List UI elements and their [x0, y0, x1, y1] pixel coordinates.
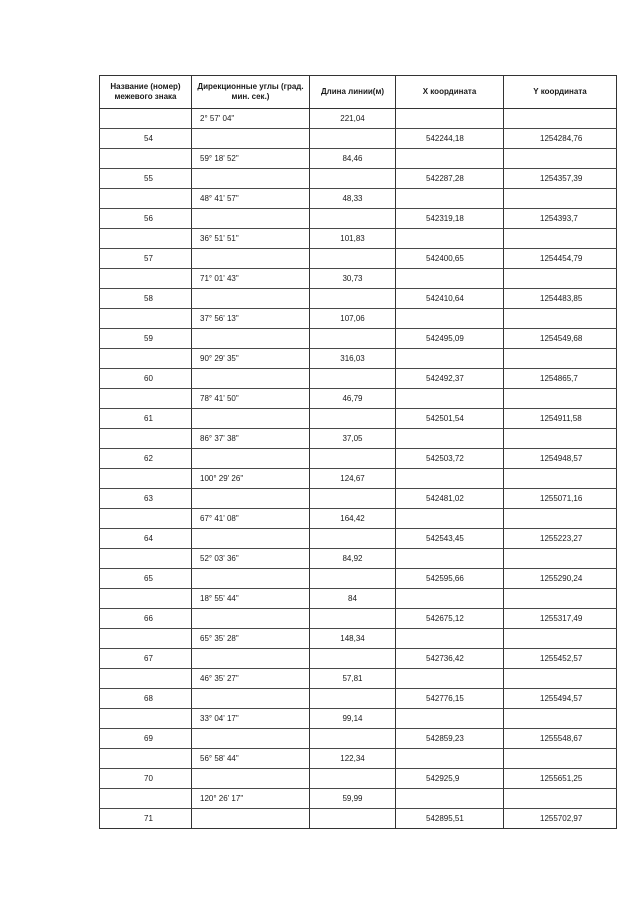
mark-name-cell — [100, 309, 192, 329]
line-length-cell: 124,67 — [310, 469, 396, 489]
mark-name-cell: 57 — [100, 249, 192, 269]
header-bearing: Дирекционные углы (град. мин. сек.) — [192, 76, 310, 109]
bearing-cell: 100° 29' 26" — [192, 469, 310, 489]
line-length-cell: 48,33 — [310, 189, 396, 209]
table-row-boundary-mark — [100, 369, 617, 389]
bearing-cell — [192, 689, 310, 709]
line-length-cell: 57,81 — [310, 669, 396, 689]
mark-name-cell: 55 — [100, 169, 192, 189]
table-row-line-segment — [100, 629, 617, 649]
y-coordinate-cell — [504, 189, 617, 209]
y-coordinate-cell — [504, 349, 617, 369]
y-coordinate-cell: 1255071,16 — [504, 489, 617, 509]
bearing-cell: 65° 35' 28" — [192, 629, 310, 649]
table-row-boundary-mark — [100, 729, 617, 749]
bearing-cell — [192, 329, 310, 349]
bearing-cell — [192, 209, 310, 229]
table-row-line-segment — [100, 509, 617, 529]
mark-name-cell — [100, 189, 192, 209]
x-coordinate-cell — [396, 589, 504, 609]
bearing-cell — [192, 569, 310, 589]
bearing-cell: 86° 37' 38" — [192, 429, 310, 449]
table-row-boundary-mark — [100, 209, 617, 229]
table-row-line-segment — [100, 229, 617, 249]
y-coordinate-cell — [504, 229, 617, 249]
bearing-cell — [192, 489, 310, 509]
table-row-line-segment — [100, 389, 617, 409]
x-coordinate-cell — [396, 509, 504, 529]
mark-name-cell — [100, 549, 192, 569]
mark-name-cell: 68 — [100, 689, 192, 709]
y-coordinate-cell — [504, 389, 617, 409]
x-coordinate-cell — [396, 669, 504, 689]
mark-name-cell — [100, 389, 192, 409]
mark-name-cell: 61 — [100, 409, 192, 429]
mark-name-cell: 66 — [100, 609, 192, 629]
y-coordinate-cell — [504, 789, 617, 809]
mark-name-cell — [100, 429, 192, 449]
line-length-cell — [310, 729, 396, 749]
mark-name-cell: 67 — [100, 649, 192, 669]
x-coordinate-cell — [396, 709, 504, 729]
x-coordinate-cell: 542492,37 — [396, 369, 504, 389]
x-coordinate-cell — [396, 789, 504, 809]
bearing-cell — [192, 729, 310, 749]
mark-name-cell: 65 — [100, 569, 192, 589]
header-mark-name: Название (номер) межевого знака — [100, 76, 192, 109]
y-coordinate-cell: 1254454,79 — [504, 249, 617, 269]
table-row-boundary-mark — [100, 129, 617, 149]
y-coordinate-cell: 1254948,57 — [504, 449, 617, 469]
bearing-cell: 78° 41' 50" — [192, 389, 310, 409]
bearing-cell — [192, 409, 310, 429]
mark-name-cell: 64 — [100, 529, 192, 549]
bearing-cell: 2° 57' 04" — [192, 109, 310, 129]
table-body — [100, 109, 617, 829]
line-length-cell — [310, 649, 396, 669]
table-row-boundary-mark — [100, 169, 617, 189]
table-row-boundary-mark — [100, 409, 617, 429]
mark-name-cell — [100, 789, 192, 809]
x-coordinate-cell — [396, 749, 504, 769]
x-coordinate-cell — [396, 309, 504, 329]
y-coordinate-cell — [504, 629, 617, 649]
line-length-cell: 84,46 — [310, 149, 396, 169]
bearing-cell: 52° 03' 36" — [192, 549, 310, 569]
bearing-cell — [192, 169, 310, 189]
boundary-coordinates-table — [99, 75, 617, 829]
table-row-line-segment — [100, 669, 617, 689]
y-coordinate-cell — [504, 429, 617, 449]
line-length-cell: 148,34 — [310, 629, 396, 649]
table-row-line-segment — [100, 429, 617, 449]
bearing-cell — [192, 609, 310, 629]
x-coordinate-cell: 542501,54 — [396, 409, 504, 429]
table-row-line-segment — [100, 709, 617, 729]
x-coordinate-cell — [396, 229, 504, 249]
y-coordinate-cell — [504, 309, 617, 329]
line-length-cell — [310, 209, 396, 229]
bearing-cell — [192, 249, 310, 269]
x-coordinate-cell — [396, 189, 504, 209]
bearing-cell: 33° 04' 17" — [192, 709, 310, 729]
y-coordinate-cell: 1254865,7 — [504, 369, 617, 389]
table-row-line-segment — [100, 149, 617, 169]
bearing-cell: 36° 51' 51" — [192, 229, 310, 249]
line-length-cell — [310, 369, 396, 389]
y-coordinate-cell — [504, 589, 617, 609]
bearing-cell — [192, 529, 310, 549]
y-coordinate-cell: 1254549,68 — [504, 329, 617, 349]
bearing-cell — [192, 769, 310, 789]
y-coordinate-cell — [504, 549, 617, 569]
bearing-cell — [192, 129, 310, 149]
line-length-cell — [310, 169, 396, 189]
x-coordinate-cell: 542481,02 — [396, 489, 504, 509]
table-row-line-segment — [100, 749, 617, 769]
line-length-cell — [310, 449, 396, 469]
bearing-cell — [192, 289, 310, 309]
bearing-cell: 59° 18' 52" — [192, 149, 310, 169]
bearing-cell: 67° 41' 08" — [192, 509, 310, 529]
y-coordinate-cell: 1255223,27 — [504, 529, 617, 549]
line-length-cell — [310, 609, 396, 629]
line-length-cell: 164,42 — [310, 509, 396, 529]
x-coordinate-cell: 542859,23 — [396, 729, 504, 749]
table-row-boundary-mark — [100, 489, 617, 509]
x-coordinate-cell: 542925,9 — [396, 769, 504, 789]
mark-name-cell: 71 — [100, 809, 192, 829]
mark-name-cell — [100, 669, 192, 689]
y-coordinate-cell: 1254393,7 — [504, 209, 617, 229]
y-coordinate-cell: 1254483,85 — [504, 289, 617, 309]
header-line-length: Длина линии(м) — [310, 76, 396, 109]
x-coordinate-cell: 542895,51 — [396, 809, 504, 829]
mark-name-cell — [100, 709, 192, 729]
bearing-cell — [192, 369, 310, 389]
mark-name-cell: 56 — [100, 209, 192, 229]
x-coordinate-cell — [396, 629, 504, 649]
line-length-cell: 107,06 — [310, 309, 396, 329]
y-coordinate-cell — [504, 669, 617, 689]
table-row-boundary-mark — [100, 449, 617, 469]
bearing-cell: 18° 55' 44" — [192, 589, 310, 609]
mark-name-cell — [100, 149, 192, 169]
line-length-cell: 46,79 — [310, 389, 396, 409]
mark-name-cell: 54 — [100, 129, 192, 149]
mark-name-cell: 60 — [100, 369, 192, 389]
table-row-boundary-mark — [100, 689, 617, 709]
bearing-cell: 48° 41' 57" — [192, 189, 310, 209]
y-coordinate-cell: 1255317,49 — [504, 609, 617, 629]
x-coordinate-cell: 542503,72 — [396, 449, 504, 469]
y-coordinate-cell: 1255290,24 — [504, 569, 617, 589]
table-row-line-segment — [100, 549, 617, 569]
x-coordinate-cell — [396, 349, 504, 369]
mark-name-cell: 59 — [100, 329, 192, 349]
bearing-cell: 46° 35' 27" — [192, 669, 310, 689]
y-coordinate-cell — [504, 149, 617, 169]
bearing-cell: 90° 29' 35" — [192, 349, 310, 369]
y-coordinate-cell — [504, 109, 617, 129]
x-coordinate-cell — [396, 469, 504, 489]
x-coordinate-cell — [396, 149, 504, 169]
mark-name-cell: 69 — [100, 729, 192, 749]
bearing-cell: 56° 58' 44" — [192, 749, 310, 769]
line-length-cell: 122,34 — [310, 749, 396, 769]
bearing-cell — [192, 449, 310, 469]
table-row-boundary-mark — [100, 769, 617, 789]
line-length-cell: 59,99 — [310, 789, 396, 809]
x-coordinate-cell — [396, 109, 504, 129]
line-length-cell: 84,92 — [310, 549, 396, 569]
line-length-cell — [310, 769, 396, 789]
line-length-cell: 99,14 — [310, 709, 396, 729]
mark-name-cell: 58 — [100, 289, 192, 309]
line-length-cell — [310, 129, 396, 149]
x-coordinate-cell: 542319,18 — [396, 209, 504, 229]
x-coordinate-cell — [396, 549, 504, 569]
table-row-boundary-mark — [100, 329, 617, 349]
table-row-line-segment — [100, 469, 617, 489]
line-length-cell: 221,04 — [310, 109, 396, 129]
table-header-row — [100, 76, 617, 109]
mark-name-cell — [100, 269, 192, 289]
mark-name-cell — [100, 109, 192, 129]
line-length-cell: 30,73 — [310, 269, 396, 289]
table-row-boundary-mark — [100, 529, 617, 549]
mark-name-cell — [100, 469, 192, 489]
y-coordinate-cell — [504, 269, 617, 289]
table-row-line-segment — [100, 349, 617, 369]
table-row-boundary-mark — [100, 289, 617, 309]
x-coordinate-cell: 542595,66 — [396, 569, 504, 589]
line-length-cell — [310, 689, 396, 709]
y-coordinate-cell: 1255494,57 — [504, 689, 617, 709]
mark-name-cell — [100, 749, 192, 769]
table-row-line-segment — [100, 109, 617, 129]
mark-name-cell — [100, 349, 192, 369]
x-coordinate-cell: 542287,28 — [396, 169, 504, 189]
table-row-boundary-mark — [100, 609, 617, 629]
table-row-line-segment — [100, 589, 617, 609]
line-length-cell — [310, 249, 396, 269]
x-coordinate-cell — [396, 269, 504, 289]
mark-name-cell: 70 — [100, 769, 192, 789]
table-row-line-segment — [100, 269, 617, 289]
line-length-cell — [310, 809, 396, 829]
x-coordinate-cell: 542543,45 — [396, 529, 504, 549]
bearing-cell — [192, 809, 310, 829]
y-coordinate-cell — [504, 509, 617, 529]
x-coordinate-cell: 542776,15 — [396, 689, 504, 709]
x-coordinate-cell: 542675,12 — [396, 609, 504, 629]
mark-name-cell — [100, 229, 192, 249]
x-coordinate-cell — [396, 389, 504, 409]
y-coordinate-cell: 1255651,25 — [504, 769, 617, 789]
y-coordinate-cell: 1254284,76 — [504, 129, 617, 149]
line-length-cell: 316,03 — [310, 349, 396, 369]
mark-name-cell: 62 — [100, 449, 192, 469]
table-row-line-segment — [100, 309, 617, 329]
y-coordinate-cell: 1255702,97 — [504, 809, 617, 829]
y-coordinate-cell: 1254911,58 — [504, 409, 617, 429]
x-coordinate-cell: 542736,42 — [396, 649, 504, 669]
y-coordinate-cell: 1254357,39 — [504, 169, 617, 189]
header-x-coordinate: X координата — [396, 76, 504, 109]
line-length-cell: 84 — [310, 589, 396, 609]
x-coordinate-cell: 542495,09 — [396, 329, 504, 349]
line-length-cell — [310, 489, 396, 509]
y-coordinate-cell: 1255548,67 — [504, 729, 617, 749]
bearing-cell: 71° 01' 43" — [192, 269, 310, 289]
y-coordinate-cell: 1255452,57 — [504, 649, 617, 669]
line-length-cell — [310, 289, 396, 309]
table-row-boundary-mark — [100, 249, 617, 269]
line-length-cell — [310, 409, 396, 429]
table-row-boundary-mark — [100, 809, 617, 829]
header-y-coordinate: Y координата — [504, 76, 617, 109]
mark-name-cell — [100, 509, 192, 529]
y-coordinate-cell — [504, 469, 617, 489]
table-row-boundary-mark — [100, 569, 617, 589]
table-row-line-segment — [100, 189, 617, 209]
line-length-cell: 101,83 — [310, 229, 396, 249]
line-length-cell — [310, 569, 396, 589]
table-row-boundary-mark — [100, 649, 617, 669]
y-coordinate-cell — [504, 749, 617, 769]
mark-name-cell — [100, 629, 192, 649]
x-coordinate-cell: 542400,65 — [396, 249, 504, 269]
mark-name-cell: 63 — [100, 489, 192, 509]
x-coordinate-cell: 542410,64 — [396, 289, 504, 309]
bearing-cell: 37° 56' 13" — [192, 309, 310, 329]
bearing-cell: 120° 26' 17" — [192, 789, 310, 809]
line-length-cell — [310, 529, 396, 549]
bearing-cell — [192, 649, 310, 669]
x-coordinate-cell — [396, 429, 504, 449]
line-length-cell: 37,05 — [310, 429, 396, 449]
line-length-cell — [310, 329, 396, 349]
y-coordinate-cell — [504, 709, 617, 729]
table-row-line-segment — [100, 789, 617, 809]
mark-name-cell — [100, 589, 192, 609]
x-coordinate-cell: 542244,18 — [396, 129, 504, 149]
